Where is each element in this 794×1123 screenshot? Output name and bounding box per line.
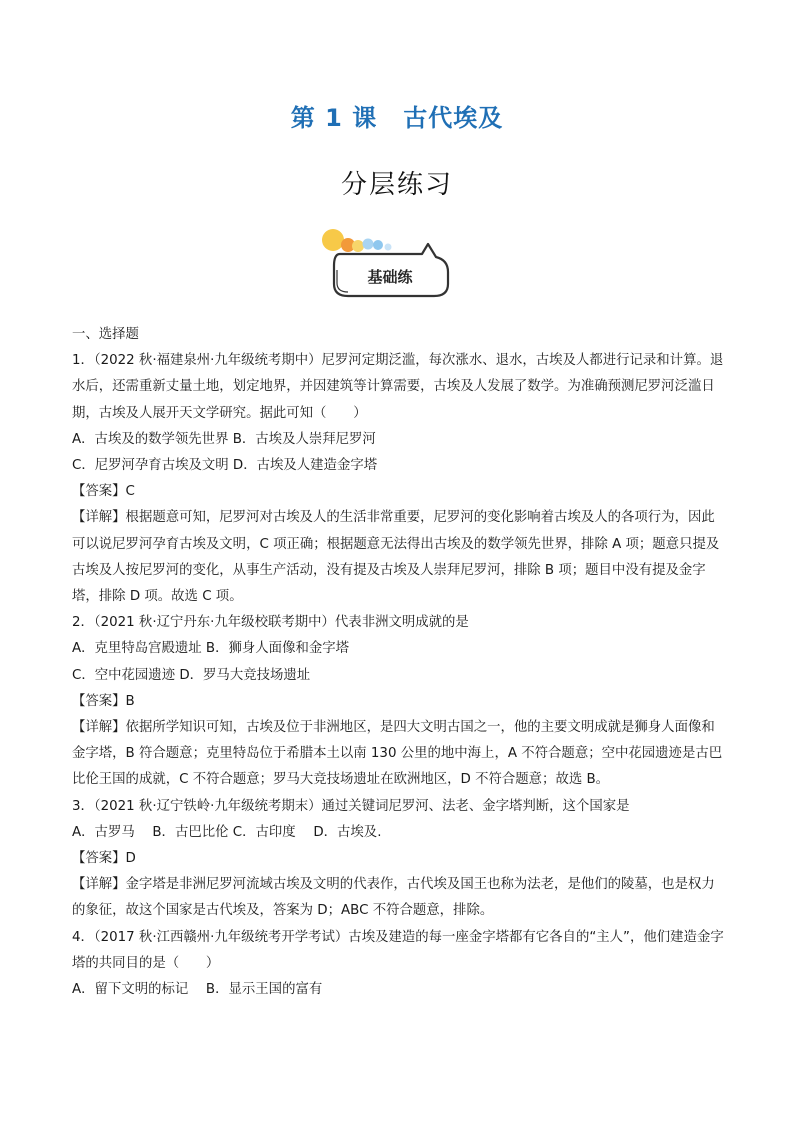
- answer-line: 【答案】B: [72, 693, 135, 709]
- lesson-title: [0, 98, 794, 133]
- answer-line: 【答案】D: [72, 851, 136, 867]
- speech-bubble-icon: [318, 226, 458, 302]
- question-stem: 1．（2022 秋·福建泉州·九年级统考期中）尼罗河定期泛滥，每次涨水、退水，古埃及人都进行记录和计算。退水后，还需重新丈量土地，划定地界，并因建筑等计算需要，古埃及人发展了数学。为准确预测尼罗河泛滥日期，古埃及人展开天文学研究。据此可知（ ）: [72, 353, 724, 421]
- option-line: A．古罗马 B．古巴比伦 C．古印度 D．古埃及.: [72, 824, 382, 840]
- analysis-text: 【详解】金字塔是非洲尼罗河流域古埃及文明的代表作，古代埃及国王也称为法老，是他们的陵墓，也是权力的象征，故这个国家是古代埃及，答案为 D；ABC 不符合题意，排除。: [72, 877, 715, 919]
- question-stem: 2．（2021 秋·辽宁丹东·九年级校联考期中）代表非洲文明成就的是: [72, 615, 469, 631]
- option-line: C．空中花园遗迹 D．罗马大竞技场遗址: [72, 667, 311, 683]
- option-line: A．古埃及的数学领先世界 B．古埃及人崇拜尼罗河: [72, 431, 376, 447]
- option-line: A．克里特岛宫殿遗址 B．狮身人面像和金字塔: [72, 641, 350, 657]
- lesson-number: 第 1 课: [290, 104, 378, 132]
- question-content: [72, 322, 724, 1003]
- badge-label: 基础练: [367, 268, 413, 286]
- option-line: A．留下文明的标记 B．显示王国的富有: [72, 982, 323, 998]
- lesson-name: 古代埃及: [403, 104, 504, 132]
- question-stem: 4．（2017 秋·江西赣州·九年级统考开学考试）古埃及建造的每一座金字塔都有它各自的“主人”，他们建造金字塔的共同目的是（ ）: [72, 929, 724, 971]
- question-stem: 3．（2021 秋·辽宁铁岭·九年级统考期末）通过关键词尼罗河、法老、金字塔判断，这个国家是: [72, 798, 630, 814]
- level-badge: [318, 226, 458, 302]
- analysis-text: 【详解】根据题意可知，尼罗河对古埃及人的生活非常重要，尼罗河的变化影响着古埃及人的各项行为，因此可以说尼罗河孕育古埃及文明，C 项正确；根据题意无法得出古埃及的数学领先世界，排除 A 项；题意只提及古埃及人按尼罗河的变化，从事生产活动，没有提及古埃及人崇拜尼罗河，排除 B 项；题目中没有提及金字塔，排除 D 项。故选 C 项。: [72, 510, 720, 605]
- section-heading: 一、选择题: [72, 327, 139, 342]
- option-line: C．尼罗河孕育古埃及文明 D．古埃及人建造金字塔: [72, 458, 378, 474]
- analysis-text: 【详解】依据所学知识可知，古埃及位于非洲地区，是四大文明古国之一，他的主要文明成就是狮身人面像和金字塔，B 符合题意；克里特岛位于希腊本土以南 130 公里的地中海上，A 不符合题意；空中花园遗迹是古巴比伦王国的成就，C 不符合题意；罗马大竞技场遗址在欧洲地区，D 不符合题意；故选 B。: [72, 720, 723, 788]
- page-subtitle: 分层练习: [340, 170, 453, 200]
- answer-line: 【答案】C: [72, 484, 135, 500]
